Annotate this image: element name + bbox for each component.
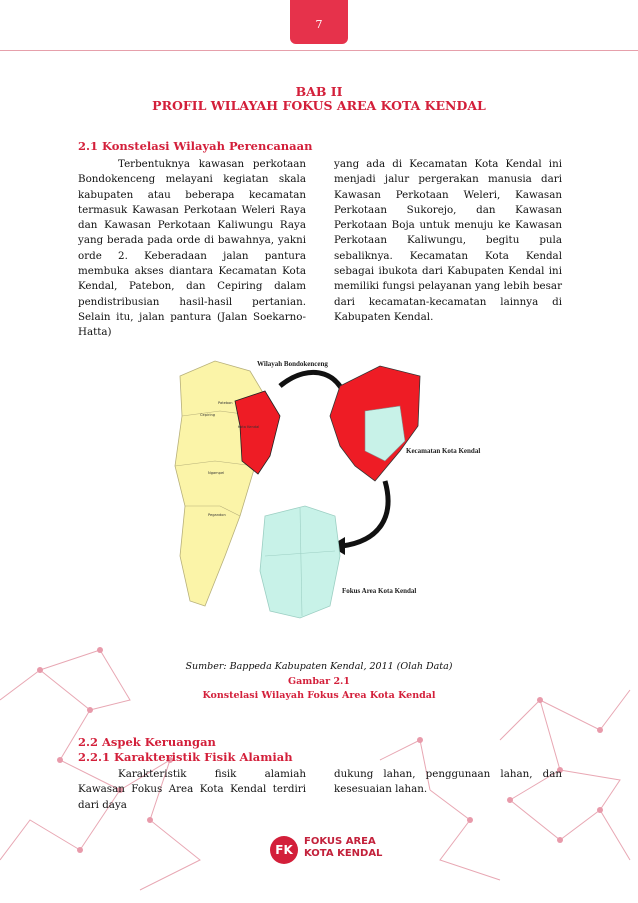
label-fokus-area: Fokus Area Kota Kendal: [342, 587, 417, 595]
section-2-1-left-column: [78, 157, 306, 341]
map-small-label: Cepiring: [200, 413, 216, 417]
section-heading-2-2: 2.2 Aspek Keruangan: [78, 735, 216, 749]
footer-logo: [270, 832, 390, 872]
figure-map: [170, 356, 500, 656]
map-illustration: [170, 356, 500, 656]
figure-source: Sumber: Bappeda Kabupaten Kendal, 2011 (Olah Data): [185, 661, 453, 672]
logo-line-1: FOKUS AREA: [304, 836, 376, 847]
label-kecamatan-kota-kendal: Kecamatan Kota Kendal: [406, 447, 481, 455]
section-2-2-left-column: [78, 767, 306, 813]
logo-line-2: KOTA KENDAL: [304, 848, 383, 859]
paragraph-text: Karakteristik fisik alamiah Kawasan Fokus Area Kota Kendal terdiri dari daya: [78, 768, 306, 811]
figure-number: Gambar 2.1: [288, 676, 350, 687]
logo-text: [304, 836, 382, 860]
paragraph-text: yang ada di Kecamatan Kota Kendal ini menjadi jalur pergerakan manusia dari Kawasan Perkotaan Weleri, Kawasan Perkotaan Sukorejo, dan Kawasan Perkotaan Boja untuk menuju ke Kawasan Perkotaan Kaliwungu, begitu pula sebaliknya. Kecamatan Kota Kendal sebagai ibukota dari Kabupaten Kendal ini memiliki fungsi pelayanan yang lebih besar dari kecamatan-kecamatan lainnya di Kabupaten Kendal.: [334, 158, 562, 323]
logo-mark-icon: FK: [270, 836, 298, 864]
page-number-tab: [290, 0, 348, 44]
figure-title: Konstelasi Wilayah Fokus Area Kota Kendal: [202, 690, 436, 701]
map-small-label: Patebon: [218, 401, 233, 405]
subsection-heading-2-2-1: 2.2.1 Karakteristik Fisik Alamiah: [78, 750, 293, 764]
map-small-label: Ngampel: [208, 471, 225, 475]
paragraph-text: Terbentuknya kawasan perkotaan Bondokenceng melayani kegiatan skala kabupaten atau beberapa kecamatan termasuk Kawasan Perkotaan Weleri Raya dan Kawasan Perkotaan Kaliwungu Raya yang berada pada orde di bawahnya, yakni orde 2. Keberadaan jalan pantura membuka akses diantara Kecamatan Kota Kendal, Patebon, dan Cepiring dalam pendistribusian hasil-hasil pertanian. Selain itu, jalan pantura (Jalan Soekarno-Hatta): [78, 158, 306, 339]
label-bondokenceng: Wilayah Bondokenceng: [257, 360, 328, 368]
chapter-title: PROFIL WILAYAH FOKUS AREA KOTA KENDAL: [152, 98, 486, 113]
section-2-2-right-column: [334, 767, 562, 798]
paragraph-text: dukung lahan, penggunaan lahan, dan kesesuaian lahan.: [334, 768, 562, 796]
section-2-1-right-column: [334, 157, 562, 325]
section-heading-2-1: 2.1 Konstelasi Wilayah Perencanaan: [78, 139, 313, 153]
map-small-label: Pegandon: [208, 513, 226, 517]
header-rule: [0, 50, 638, 51]
map-small-label: Kota Kendal: [238, 425, 260, 429]
page-number: 7: [315, 18, 323, 31]
chapter-label: BAB II: [295, 84, 343, 99]
